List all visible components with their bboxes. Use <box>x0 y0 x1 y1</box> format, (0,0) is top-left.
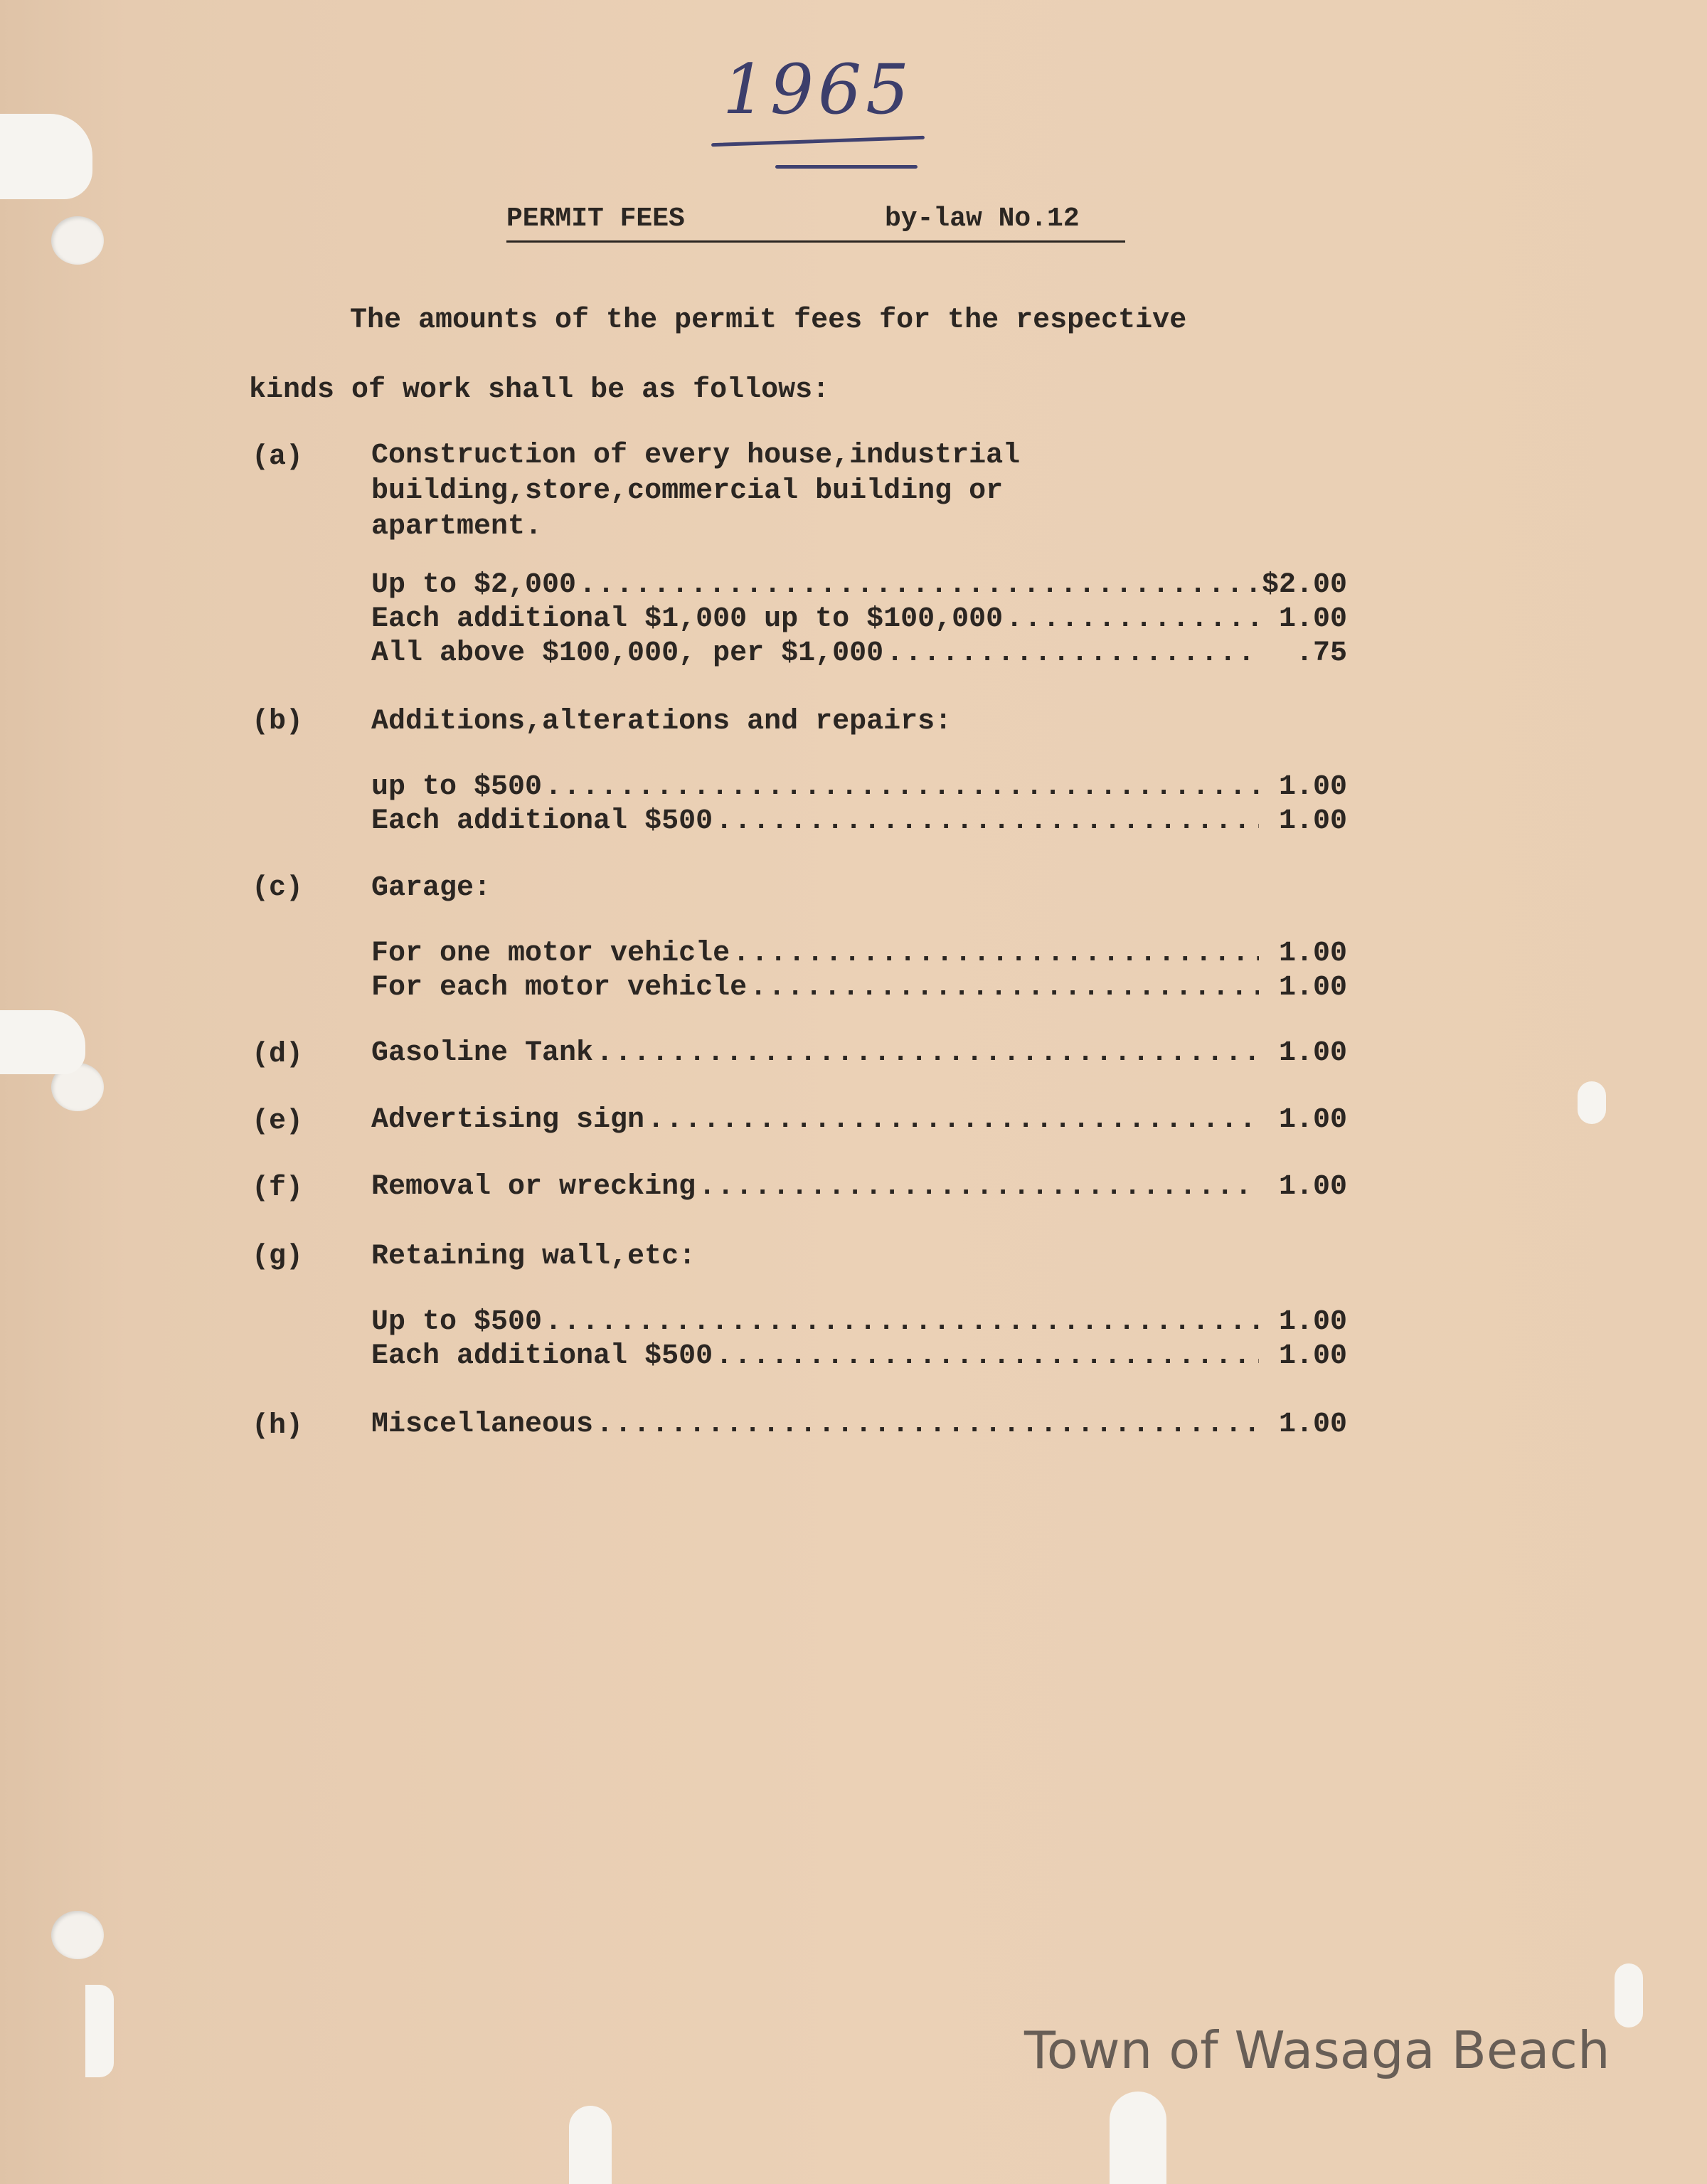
leader-dots <box>596 1037 1259 1069</box>
binder-hole <box>51 1911 104 1959</box>
fee-row <box>371 1409 1347 1444</box>
paper-tear <box>1615 1963 1643 2027</box>
fee-row <box>371 1104 1347 1140</box>
fee-amount: 1.00 <box>1278 1340 1347 1372</box>
fee-row <box>371 1037 1347 1073</box>
fee-row <box>371 1340 1347 1376</box>
year-underline <box>775 165 918 169</box>
item-h-letter: (h) <box>252 1410 304 1442</box>
item-d-letter: (d) <box>252 1039 304 1071</box>
item-b-letter: (b) <box>252 706 304 738</box>
fee-amount: .75 <box>1295 637 1347 669</box>
fee-amount: 1.00 <box>1278 1037 1347 1069</box>
fee-amount: 1.00 <box>1278 1306 1347 1338</box>
fee-amount: 1.00 <box>1278 805 1347 837</box>
fee-row <box>371 805 1347 841</box>
leader-dots <box>716 1340 1259 1372</box>
title-left: PERMIT FEES <box>506 203 685 234</box>
fee-row <box>371 569 1347 605</box>
item-a-desc-line: building,store,commercial building or <box>371 475 1004 507</box>
fee-label: Up to $500 <box>371 1306 543 1338</box>
item-c-heading: Garage: <box>371 872 491 904</box>
leader-dots <box>596 1409 1259 1441</box>
leader-dots <box>1006 603 1259 635</box>
fee-row <box>371 972 1347 1007</box>
item-g-letter: (g) <box>252 1241 304 1273</box>
title-right: by-law No.12 <box>885 203 1080 234</box>
fee-label: All above $100,000, per $1,000 <box>371 637 884 669</box>
year-underline <box>711 136 925 147</box>
fee-label: Removal or wrecking <box>371 1171 696 1203</box>
leader-dots <box>750 972 1259 1004</box>
fee-row <box>371 771 1347 807</box>
fee-row <box>371 1171 1347 1207</box>
item-a-letter: (a) <box>252 441 304 473</box>
leader-dots <box>647 1104 1259 1136</box>
leader-dots <box>698 1171 1259 1203</box>
item-f-letter: (f) <box>252 1172 304 1204</box>
fee-label: Each additional $500 <box>371 1340 713 1372</box>
paper-tear <box>0 1010 85 1074</box>
fee-label: For one motor vehicle <box>371 938 730 970</box>
item-a-desc-line: Construction of every house,industrial <box>371 440 1021 472</box>
item-g-heading: Retaining wall,etc: <box>371 1241 696 1273</box>
paper-tear <box>85 1985 114 2077</box>
item-c-letter: (c) <box>252 872 304 904</box>
fee-label: Miscellaneous <box>371 1409 594 1441</box>
fee-label: up to $500 <box>371 771 543 803</box>
item-e-letter: (e) <box>252 1106 304 1138</box>
fee-label: Advertising sign <box>371 1104 645 1136</box>
fee-label: Each additional $1,000 up to $100,000 <box>371 603 1004 635</box>
fee-row <box>371 1306 1347 1342</box>
item-b-heading: Additions,alterations and repairs: <box>371 706 952 738</box>
item-a-desc-line: apartment. <box>371 511 543 543</box>
binder-hole <box>51 216 104 265</box>
page-title <box>498 203 1138 246</box>
handwritten-year: 1965 <box>722 50 914 129</box>
paper-tear <box>1110 2092 1166 2184</box>
intro-line-1: The amounts of the permit fees for the respective <box>350 304 1187 336</box>
leader-dots <box>579 569 1259 601</box>
item-a-description <box>371 438 1225 545</box>
fee-amount: 1.00 <box>1278 972 1347 1004</box>
fee-row <box>371 938 1347 973</box>
leader-dots <box>545 771 1259 803</box>
leader-dots <box>545 1306 1259 1338</box>
fee-amount: 1.00 <box>1278 1104 1347 1136</box>
paper-tear <box>569 2106 612 2184</box>
paper-tear <box>0 114 92 199</box>
fee-label: For each motor vehicle <box>371 972 748 1004</box>
leader-dots <box>886 637 1259 669</box>
fee-amount: 1.00 <box>1278 1171 1347 1203</box>
fee-label: Gasoline Tank <box>371 1037 594 1069</box>
fee-amount: 1.00 <box>1278 771 1347 803</box>
fee-row <box>371 637 1347 673</box>
fee-label: Up to $2,000 <box>371 569 577 601</box>
title-underline <box>506 240 1125 243</box>
leader-dots <box>733 938 1259 970</box>
watermark: Town of Wasaga Beach <box>1024 2020 1610 2080</box>
fee-amount: $2.00 <box>1261 569 1347 601</box>
paper-tear <box>1578 1081 1606 1124</box>
intro-line-2: kinds of work shall be as follows: <box>249 374 830 406</box>
fee-amount: 1.00 <box>1278 938 1347 970</box>
fee-row <box>371 603 1347 639</box>
fee-label: Each additional $500 <box>371 805 713 837</box>
leader-dots <box>716 805 1259 837</box>
fee-amount: 1.00 <box>1278 603 1347 635</box>
fee-amount: 1.00 <box>1278 1409 1347 1441</box>
